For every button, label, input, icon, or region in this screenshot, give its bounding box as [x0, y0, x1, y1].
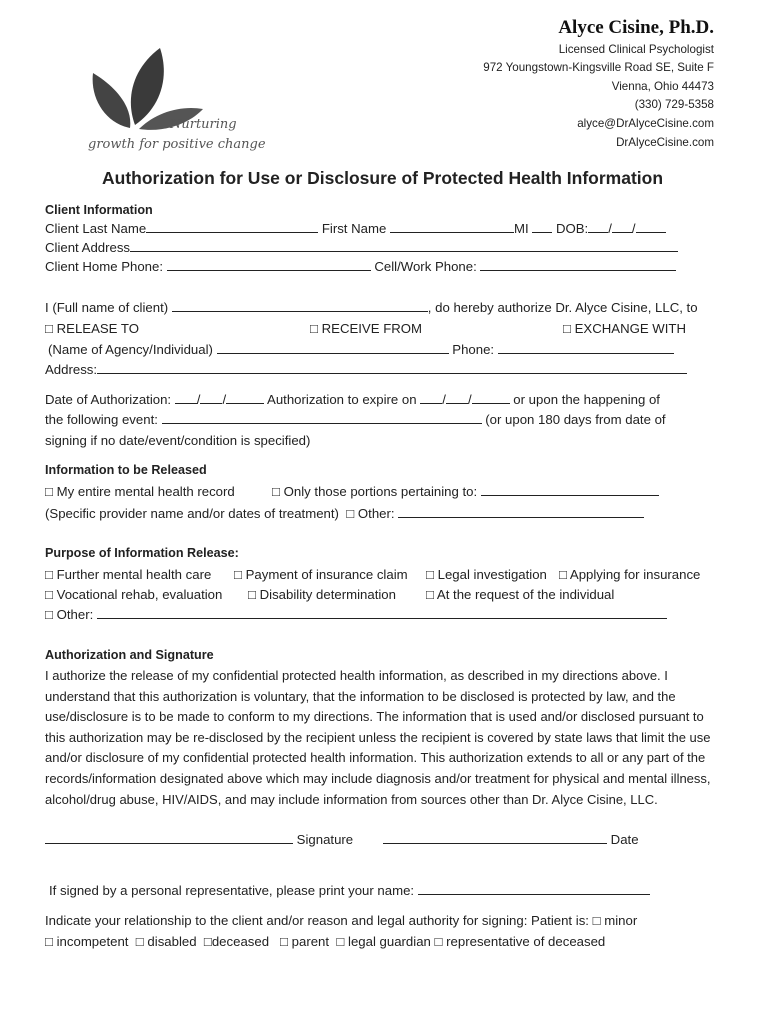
first-name-field[interactable] [390, 231, 514, 233]
form-title: Authorization for Use or Disclosure of Protected Health Information [102, 168, 664, 188]
agency-phone-label: Phone: [452, 342, 495, 357]
info-released-heading: Information to be Released [45, 463, 207, 477]
first-name-label: First Name [321, 221, 387, 236]
dob-month-field[interactable] [588, 231, 608, 233]
released-other-field[interactable] [398, 516, 644, 518]
rep-name-row [49, 884, 650, 897]
logo-tagline-2: growth for positive change [88, 137, 266, 152]
client-phone-row [45, 260, 676, 273]
date-auth-label: Date of Authorization: [45, 392, 172, 407]
signature-field[interactable] [45, 842, 293, 844]
cell-phone-field[interactable] [480, 269, 676, 271]
agency-field[interactable] [217, 352, 449, 354]
relationship-text: Indicate your relationship to the client and/or reason and legal authority for signing: Patient is: □ minor [45, 913, 638, 928]
agency-phone-field[interactable] [498, 352, 674, 354]
portions-row [272, 485, 659, 498]
relationship-options[interactable]: □ incompetent □ disabled □deceased □ parent □ legal guardian □ representative of deceased [45, 934, 606, 949]
provider-address-2: Vienna, Ohio 44473 [611, 80, 714, 93]
or-event-text: or upon the happening of [513, 392, 660, 407]
portions-option[interactable]: □ Only those portions pertaining to: [272, 484, 478, 499]
purpose-payment-option[interactable]: □ Payment of insurance claim [234, 567, 408, 582]
entire-record-option[interactable]: □ My entire mental health record [45, 484, 235, 499]
purpose-other-row [45, 608, 667, 621]
cell-phone-label: Cell/Work Phone: [374, 259, 477, 274]
full-name-field[interactable] [172, 310, 428, 312]
purpose-applying-option[interactable]: □ Applying for insurance [559, 567, 701, 582]
rep-name-label: If signed by a personal representative, please print your name: [49, 883, 415, 898]
provider-website[interactable]: DrAlyceCisine.com [616, 136, 714, 149]
purpose-heading: Purpose of Information Release: [45, 546, 239, 560]
expire-year-field[interactable] [472, 402, 510, 404]
specific-row [45, 507, 644, 520]
portions-field[interactable] [481, 494, 659, 496]
mi-field[interactable] [532, 231, 552, 233]
purpose-other-option[interactable]: □ Other: [45, 607, 94, 622]
purpose-request-option[interactable]: □ At the request of the individual [426, 587, 615, 602]
rep-name-field[interactable] [418, 893, 650, 895]
auth-month-field[interactable] [175, 402, 197, 404]
signature-label: Signature [296, 832, 354, 847]
agency-address-label: Address: [45, 362, 98, 377]
client-address-row [45, 241, 678, 254]
provider-email[interactable]: alyce@DrAlyceCisine.com [577, 117, 714, 130]
home-phone-field[interactable] [167, 269, 371, 271]
dob-day-field[interactable] [612, 231, 632, 233]
dob-year-field[interactable] [636, 231, 666, 233]
purpose-legal-option[interactable]: □ Legal investigation [426, 567, 547, 582]
last-name-field[interactable] [146, 231, 318, 233]
last-name-label: Client Last Name [45, 221, 147, 236]
date-auth-row: Date of Authorization: / / Authorization to expire on / / or upon the happening of [45, 392, 660, 407]
purpose-vocational-option[interactable]: □ Vocational rehab, evaluation [45, 587, 223, 602]
agency-label: (Name of Agency/Individual) [48, 342, 213, 357]
agency-address-row [45, 363, 687, 376]
auth-year-field[interactable] [226, 402, 264, 404]
provider-name: Alyce Cisine, Ph.D. [558, 17, 714, 38]
expire-month-field[interactable] [420, 402, 442, 404]
date-field[interactable] [383, 842, 607, 844]
purpose-other-field[interactable] [97, 617, 667, 619]
event-field[interactable] [162, 422, 482, 424]
receive-option[interactable]: □ RECEIVE FROM [310, 321, 423, 336]
following-event-label: the following event: [45, 412, 158, 427]
logo [70, 40, 266, 160]
full-name-label: I (Full name of client) [45, 300, 169, 315]
home-phone-label: Client Home Phone: [45, 259, 164, 274]
client-address-field[interactable] [130, 250, 678, 252]
release-option[interactable]: □ RELEASE TO [45, 321, 139, 336]
date-label: Date [610, 832, 639, 847]
expire-label: Authorization to expire on [267, 392, 417, 407]
date-row [383, 833, 639, 846]
authorization-paragraph: I authorize the release of my confidential protected health information, as described in my directions above. I understand that this authorization is voluntary, that the information to be disclosed is protected by law, and the use/disclosure is to be made to conform to my directions. The information that is used and/or disclosed pursuant to this authorization may be re-disclosed by the recipient unless the recipient is covered by state laws that limit the use and/or disclosure of my confidential protected health information. This authorization extends to all or any part of the records/information designated above which may include diagnosis and/or treatment for physical and mental illness, alcohol/drug abuse, HIV/AIDS, and may include information from sources other than Dr. Alyce Cisine, LLC. [45, 668, 711, 807]
purpose-further-option[interactable]: □ Further mental health care [45, 567, 212, 582]
auth-day-field[interactable] [200, 402, 222, 404]
event-row [45, 413, 666, 426]
signature-heading: Authorization and Signature [45, 648, 214, 662]
dob-label: DOB: [555, 221, 589, 236]
authorize-row [45, 301, 698, 314]
purpose-disability-option[interactable]: □ Disability determination [248, 587, 396, 602]
provider-title: Licensed Clinical Psychologist [558, 43, 714, 56]
provider-phone: (330) 729-5358 [634, 98, 714, 111]
mi-label: MI [513, 221, 529, 236]
client-info-heading: Client Information [45, 203, 153, 217]
provider-address-1: 972 Youngstown-Kingsville Road SE, Suite F [483, 61, 714, 74]
client-name-row: Client Last Name First Name MI DOB: / / [45, 222, 666, 235]
hereby-text: , do hereby authorize Dr. Alyce Cisine, LLC, to [427, 300, 698, 315]
logo-tagline-1: Nurturing [170, 117, 237, 132]
agency-row [48, 343, 674, 356]
released-other-option[interactable]: □ Other: [346, 506, 395, 521]
signature-row [45, 833, 353, 846]
exchange-option[interactable]: □ EXCHANGE WITH [563, 321, 686, 336]
client-address-label: Client Address [45, 240, 131, 255]
expire-day-field[interactable] [446, 402, 468, 404]
or-180-text: (or upon 180 days from date of [485, 412, 666, 427]
specific-provider-text: (Specific provider name and/or dates of treatment) [45, 506, 339, 521]
agency-address-field[interactable] [97, 372, 687, 374]
signing-note: signing if no date/event/condition is specified) [45, 433, 311, 448]
